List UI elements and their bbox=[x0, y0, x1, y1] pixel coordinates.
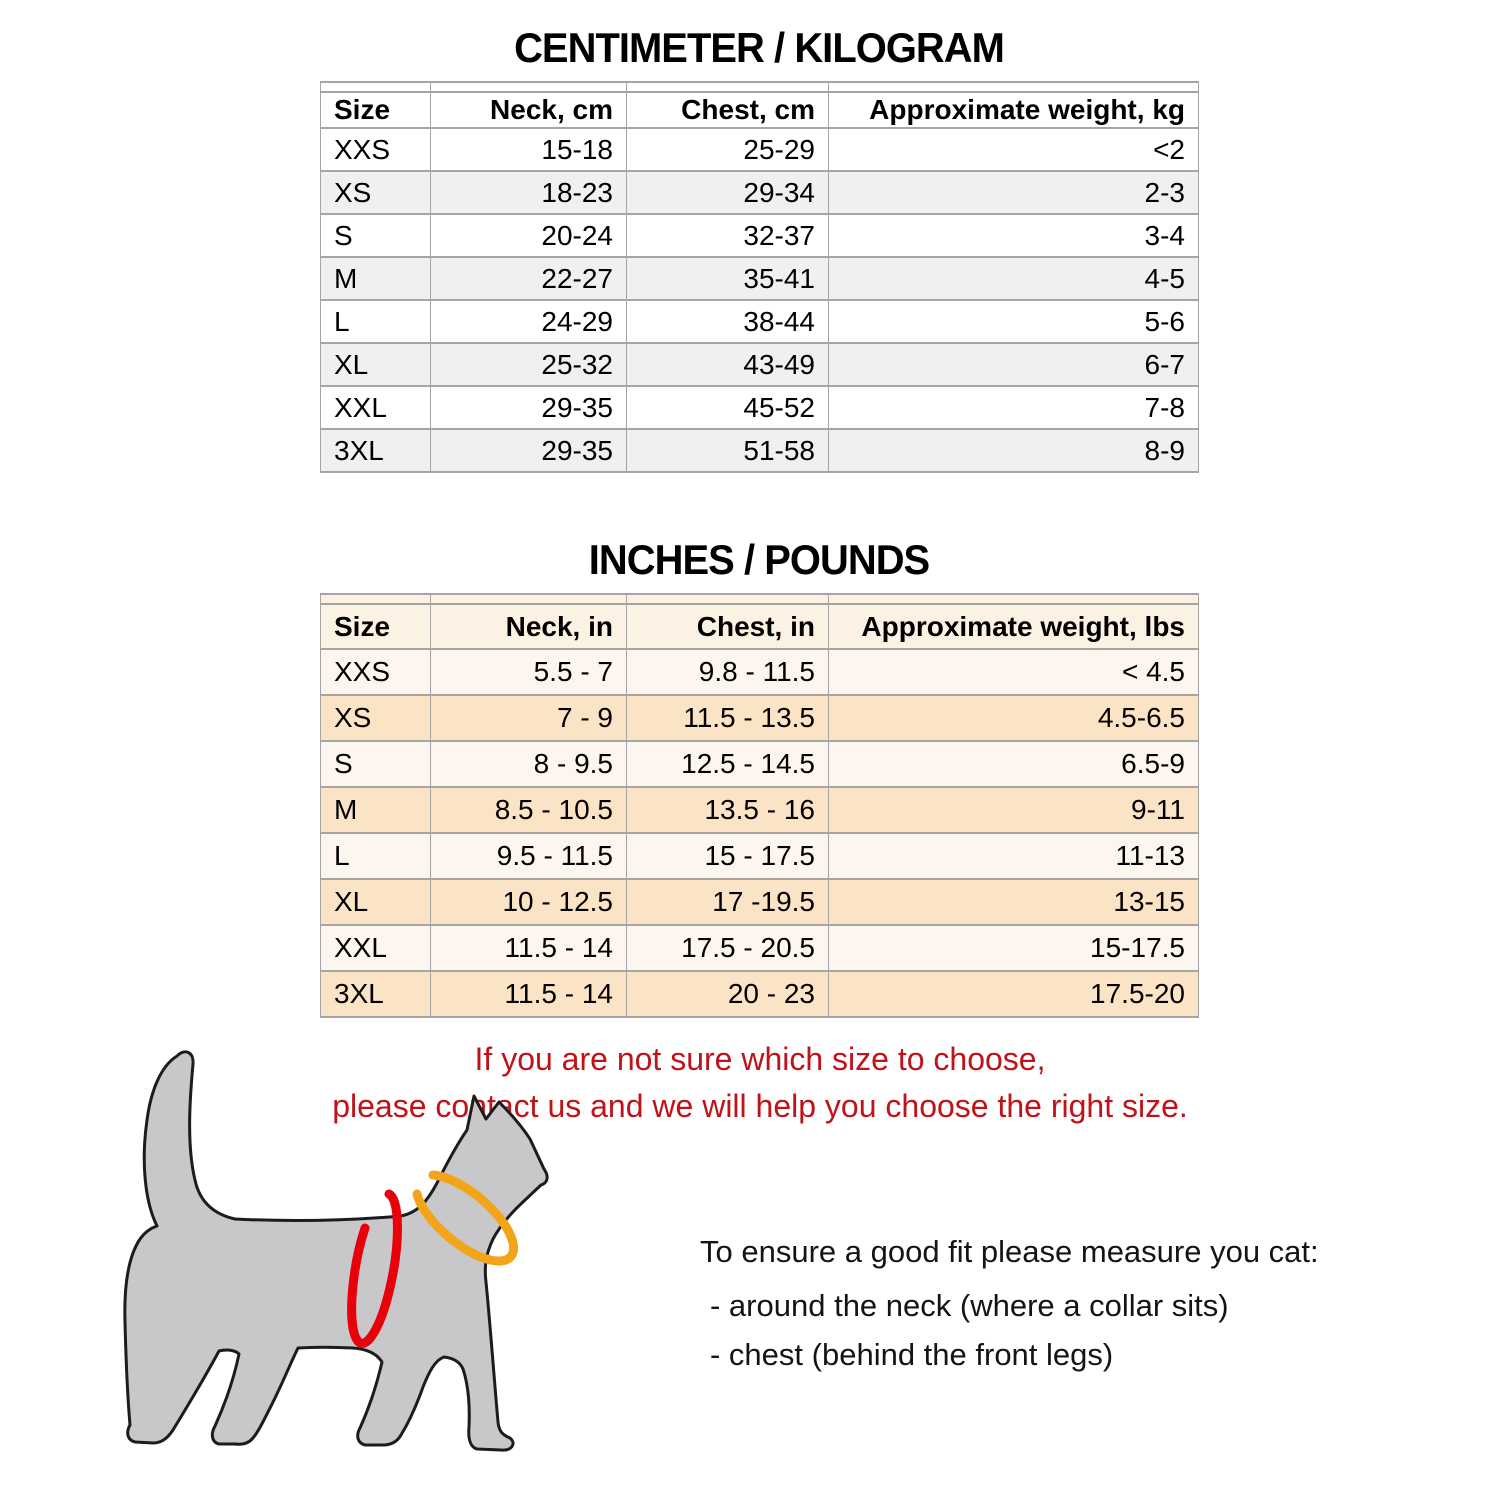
chest-cell: 17.5 - 20.5 bbox=[627, 925, 829, 971]
neck-cell: 10 - 12.5 bbox=[431, 879, 627, 925]
table-row bbox=[321, 787, 1199, 833]
neck-cell: 8.5 - 10.5 bbox=[431, 787, 627, 833]
chest-cell: 51-58 bbox=[627, 429, 829, 472]
cm-kg-section bbox=[320, 24, 1198, 473]
size-cell: XXL bbox=[321, 925, 431, 971]
weight-cell: 11-13 bbox=[829, 833, 1199, 879]
chest-cell: 45-52 bbox=[627, 386, 829, 429]
chest-cell: 20 - 23 bbox=[627, 971, 829, 1017]
cm-kg-table bbox=[320, 81, 1199, 473]
chest-cell: 43-49 bbox=[627, 343, 829, 386]
neck-cell: 11.5 - 14 bbox=[431, 971, 627, 1017]
size-cell: XXS bbox=[321, 649, 431, 695]
weight-cell: 15-17.5 bbox=[829, 925, 1199, 971]
inches-lbs-title: INCHES / POUNDS bbox=[588, 536, 930, 583]
table-header-row bbox=[321, 92, 1199, 128]
weight-cell: 6-7 bbox=[829, 343, 1199, 386]
table-row bbox=[321, 833, 1199, 879]
column-header-weight: Approximate weight, lbs bbox=[829, 604, 1199, 649]
table-row bbox=[321, 971, 1199, 1017]
weight-cell: < 4.5 bbox=[829, 649, 1199, 695]
neck-cell: 8 - 9.5 bbox=[431, 741, 627, 787]
inches-lbs-table bbox=[320, 593, 1199, 1018]
weight-cell: 3-4 bbox=[829, 214, 1199, 257]
table-row bbox=[321, 171, 1199, 214]
chest-cell: 32-37 bbox=[627, 214, 829, 257]
inches-lbs-section bbox=[320, 536, 1198, 1018]
instruction-item-chest: - chest (behind the front legs) bbox=[710, 1337, 1114, 1372]
weight-cell: 8-9 bbox=[829, 429, 1199, 472]
chest-cell: 9.8 - 11.5 bbox=[627, 649, 829, 695]
table-spacer-row bbox=[321, 82, 1199, 92]
table-row bbox=[321, 695, 1199, 741]
weight-cell: 5-6 bbox=[829, 300, 1199, 343]
size-cell: XXL bbox=[321, 386, 431, 429]
column-header-weight: Approximate weight, kg bbox=[829, 92, 1199, 128]
size-cell: M bbox=[321, 787, 431, 833]
weight-cell: 17.5-20 bbox=[829, 971, 1199, 1017]
chest-cell: 12.5 - 14.5 bbox=[627, 741, 829, 787]
notice-line-2: please contact us and we will help you choose the right size. bbox=[332, 1088, 1188, 1124]
table-row bbox=[321, 128, 1199, 171]
size-cell: S bbox=[321, 741, 431, 787]
column-header-size: Size bbox=[321, 604, 431, 649]
column-header-neck: Neck, in bbox=[431, 604, 627, 649]
measuring-instructions bbox=[700, 1234, 1319, 1375]
size-cell: L bbox=[321, 300, 431, 343]
table-row bbox=[321, 925, 1199, 971]
neck-cell: 20-24 bbox=[431, 214, 627, 257]
neck-cell: 5.5 - 7 bbox=[431, 649, 627, 695]
weight-cell: 2-3 bbox=[829, 171, 1199, 214]
cat-silhouette-illustration bbox=[95, 1042, 655, 1500]
cm-kg-title: CENTIMETER / KILOGRAM bbox=[514, 24, 1004, 71]
chest-cell: 35-41 bbox=[627, 257, 829, 300]
chest-cell: 17 -19.5 bbox=[627, 879, 829, 925]
table-row bbox=[321, 214, 1199, 257]
neck-cell: 11.5 - 14 bbox=[431, 925, 627, 971]
size-cell: XS bbox=[321, 695, 431, 741]
chest-cell: 13.5 - 16 bbox=[627, 787, 829, 833]
column-header-chest: Chest, cm bbox=[627, 92, 829, 128]
table-row bbox=[321, 343, 1199, 386]
weight-cell: <2 bbox=[829, 128, 1199, 171]
chest-cell: 11.5 - 13.5 bbox=[627, 695, 829, 741]
table-row bbox=[321, 300, 1199, 343]
table-header-row bbox=[321, 604, 1199, 649]
size-cell: XL bbox=[321, 343, 431, 386]
weight-cell: 4-5 bbox=[829, 257, 1199, 300]
neck-cell: 15-18 bbox=[431, 128, 627, 171]
table-row bbox=[321, 386, 1199, 429]
instructions-title: To ensure a good fit please measure you cat: bbox=[700, 1234, 1319, 1269]
size-cell: S bbox=[321, 214, 431, 257]
neck-cell: 18-23 bbox=[431, 171, 627, 214]
table-row bbox=[321, 257, 1199, 300]
instruction-item-neck: - around the neck (where a collar sits) bbox=[710, 1288, 1229, 1323]
size-cell: XL bbox=[321, 879, 431, 925]
weight-cell: 4.5-6.5 bbox=[829, 695, 1199, 741]
size-cell: XXS bbox=[321, 128, 431, 171]
chest-cell: 38-44 bbox=[627, 300, 829, 343]
size-cell: XS bbox=[321, 171, 431, 214]
chest-cell: 15 - 17.5 bbox=[627, 833, 829, 879]
chest-cell: 29-34 bbox=[627, 171, 829, 214]
neck-cell: 7 - 9 bbox=[431, 695, 627, 741]
size-cell: M bbox=[321, 257, 431, 300]
neck-cell: 9.5 - 11.5 bbox=[431, 833, 627, 879]
weight-cell: 7-8 bbox=[829, 386, 1199, 429]
table-row bbox=[321, 879, 1199, 925]
neck-cell: 29-35 bbox=[431, 429, 627, 472]
table-row bbox=[321, 649, 1199, 695]
cat-body-shape bbox=[125, 1052, 547, 1450]
weight-cell: 13-15 bbox=[829, 879, 1199, 925]
size-cell: L bbox=[321, 833, 431, 879]
size-cell: 3XL bbox=[321, 429, 431, 472]
neck-cell: 29-35 bbox=[431, 386, 627, 429]
weight-cell: 9-11 bbox=[829, 787, 1199, 833]
neck-cell: 24-29 bbox=[431, 300, 627, 343]
weight-cell: 6.5-9 bbox=[829, 741, 1199, 787]
chest-cell: 25-29 bbox=[627, 128, 829, 171]
column-header-chest: Chest, in bbox=[627, 604, 829, 649]
table-spacer-row bbox=[321, 594, 1199, 604]
neck-cell: 25-32 bbox=[431, 343, 627, 386]
neck-cell: 22-27 bbox=[431, 257, 627, 300]
column-header-size: Size bbox=[321, 92, 431, 128]
size-cell: 3XL bbox=[321, 971, 431, 1017]
table-row bbox=[321, 429, 1199, 472]
table-row bbox=[321, 741, 1199, 787]
notice-line-1: If you are not sure which size to choose, bbox=[474, 1041, 1046, 1077]
column-header-neck: Neck, cm bbox=[431, 92, 627, 128]
